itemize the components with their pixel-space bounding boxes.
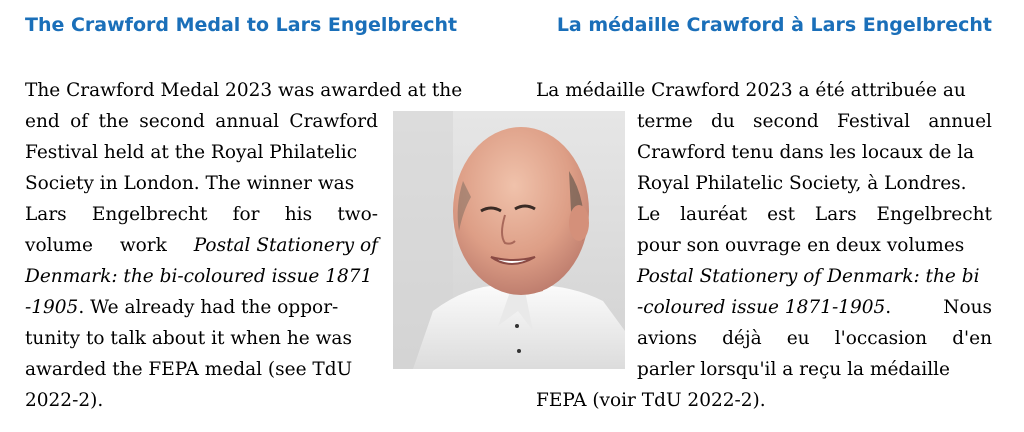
- english-book-title: Denmark: the bi-coloured issue 1871: [25, 266, 373, 287]
- english-line: [25, 75, 481, 106]
- english-word: work: [119, 235, 167, 256]
- english-word: annual: [215, 111, 280, 132]
- french-line: [637, 106, 992, 137]
- english-text: . We already had the oppor-: [78, 297, 339, 318]
- french-text: Crawford tenu dans les locaux de la: [637, 142, 975, 163]
- french-line: [637, 323, 992, 354]
- english-word: for: [232, 204, 260, 225]
- english-line: [25, 168, 378, 199]
- french-line: [637, 354, 992, 385]
- english-word: the: [98, 111, 129, 132]
- french-line: [637, 168, 992, 199]
- french-word: second: [753, 111, 819, 132]
- french-word-group: [637, 292, 891, 323]
- french-text: Royal Philatelic Society, à Londres.: [637, 173, 967, 194]
- french-word: l'occasion: [834, 328, 928, 349]
- english-line: [25, 354, 378, 385]
- english-line: [25, 385, 378, 416]
- portrait-image: [393, 111, 625, 369]
- portrait-photo: [393, 111, 625, 369]
- french-word: eu: [786, 328, 810, 349]
- english-word: volume: [25, 235, 93, 256]
- english-word: Lars: [25, 204, 67, 225]
- french-word: Le: [637, 204, 661, 225]
- french-word: Lars: [814, 204, 857, 225]
- french-line: [536, 385, 992, 416]
- french-word: déjà: [722, 328, 762, 349]
- english-text: awarded the FEPA medal (see TdU: [25, 359, 353, 380]
- english-word: Crawford: [289, 111, 378, 132]
- french-line: [637, 199, 992, 230]
- english-text: tunity to talk about it when he was: [25, 328, 352, 349]
- french-word: Nous: [943, 297, 992, 318]
- french-word: est: [767, 204, 796, 225]
- english-word: of: [70, 111, 89, 132]
- french-word: lauréat: [680, 204, 748, 225]
- french-heading: La médaille Crawford à Lars Engelbrecht: [556, 14, 992, 36]
- english-line: [25, 137, 378, 168]
- french-line: [637, 292, 992, 323]
- french-word: avions: [637, 328, 697, 349]
- french-line: [637, 137, 992, 168]
- english-heading: The Crawford Medal to Lars Engelbrecht: [25, 14, 458, 36]
- english-line: [25, 106, 378, 137]
- french-word: terme: [637, 111, 693, 132]
- french-text: .: [885, 297, 892, 318]
- french-text: La médaille Crawford 2023 a été attribuée au: [536, 80, 966, 101]
- french-text: FEPA (voir TdU 2022-2).: [536, 390, 766, 411]
- english-word: two-: [337, 204, 378, 225]
- english-word: end: [25, 111, 60, 132]
- english-book-title: -1905: [25, 297, 79, 318]
- english-line: [25, 261, 378, 292]
- english-text: Festival held at the Royal Philatelic: [25, 142, 358, 163]
- french-word: annuel: [928, 111, 992, 132]
- french-word: Engelbrecht: [876, 204, 992, 225]
- french-line: [637, 230, 992, 261]
- french-line: [637, 261, 992, 292]
- english-word: Engelbrecht: [91, 204, 208, 225]
- french-word: Festival: [837, 111, 911, 132]
- english-line: [25, 230, 378, 261]
- french-word: d'en: [952, 328, 992, 349]
- english-text: 2022-2).: [25, 390, 104, 411]
- french-line: [536, 75, 992, 106]
- english-line: [25, 292, 378, 323]
- english-line: [25, 323, 378, 354]
- french-text: parler lorsqu'il a reçu la médaille: [637, 359, 951, 380]
- french-word: du: [711, 111, 735, 132]
- english-book-title: Postal Stationery of: [193, 235, 378, 256]
- english-word: second: [139, 111, 205, 132]
- french-book-title: Postal Stationery of Denmark: the bi: [637, 266, 980, 287]
- english-line: [25, 199, 378, 230]
- english-word: his: [284, 204, 313, 225]
- french-book-title: -coloured issue 1871-1905: [637, 297, 886, 318]
- french-text: pour son ouvrage en deux volumes: [637, 235, 965, 256]
- english-text: The Crawford Medal 2023 was awarded at the: [25, 80, 463, 101]
- english-text: Society in London. The winner was: [25, 173, 355, 194]
